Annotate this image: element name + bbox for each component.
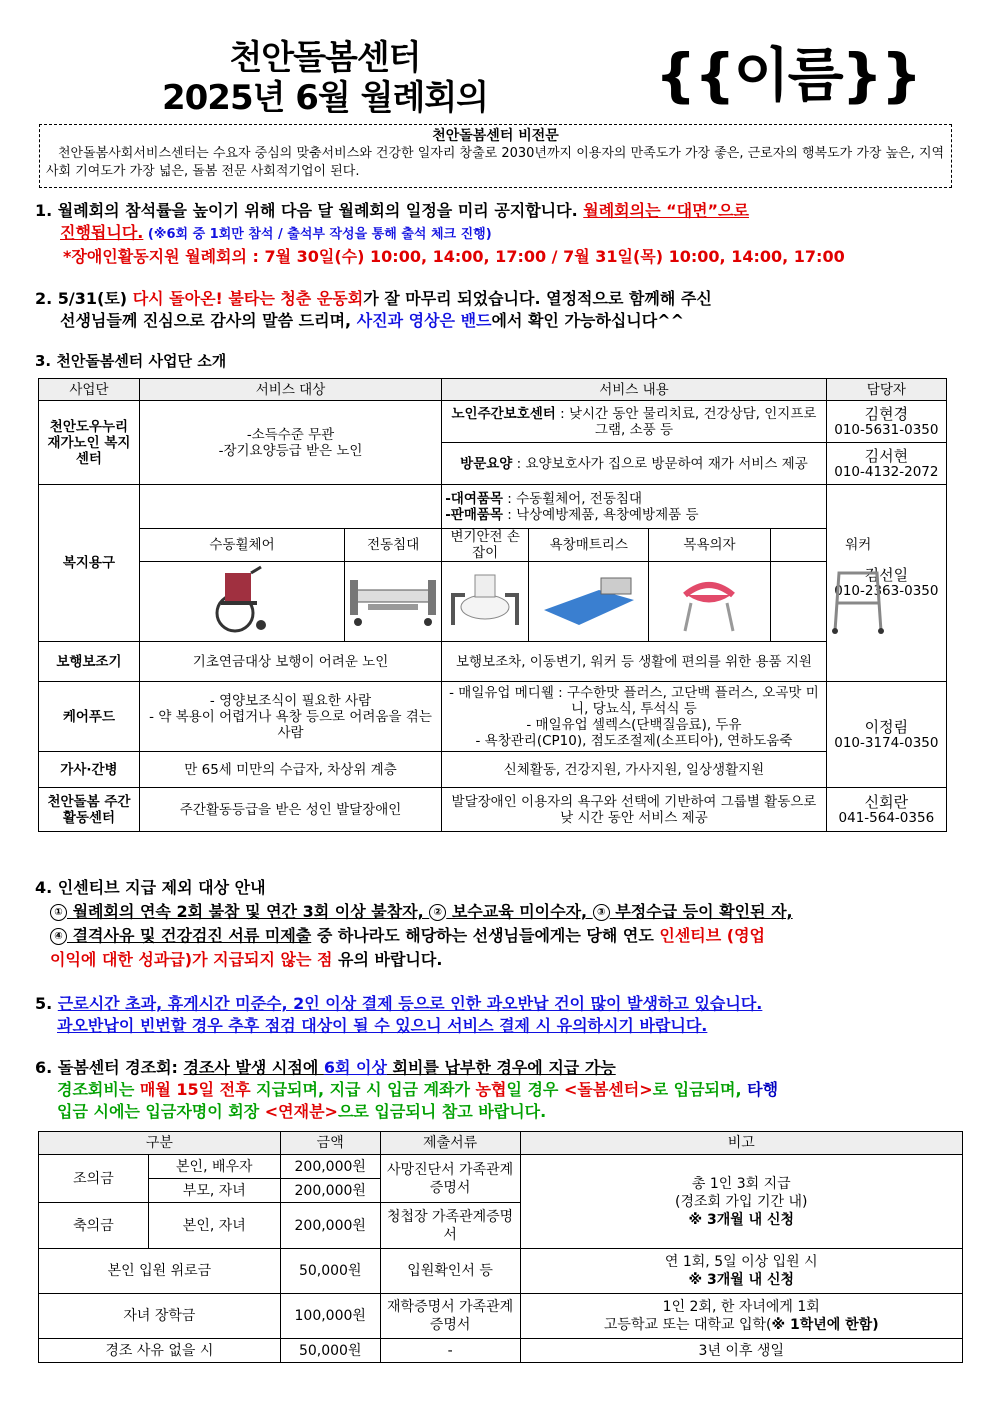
- note-line: 연 1회, 5일 이상 입원 시: [664, 1254, 818, 1270]
- note-line: ※ 3개월 내 신청: [688, 1211, 795, 1228]
- staff-2: [826, 443, 946, 485]
- s1-disability-meeting: *장애인활동지원 월례회의 : 7월 30일(수) 10:00, 14:00, 17:00 / 7월 31일(목) 10:00, 14:00, 17:00: [63, 247, 845, 266]
- org-home-care: 천안도우누리 재가노인 복지센터: [39, 401, 140, 485]
- note-1: [520, 1155, 962, 1249]
- staff-name: 김서현: [864, 446, 909, 465]
- s6-text-4: 로 입금되며,: [652, 1080, 748, 1099]
- condolence-label: 조의금: [39, 1155, 149, 1203]
- svc-care-food: [442, 682, 827, 752]
- title-line1: 천안돌봄센터: [229, 38, 421, 78]
- section-3-title: 3. 천안돌봄센터 사업단 소개: [35, 352, 227, 370]
- item-bed: 전동침대: [345, 529, 442, 562]
- th-target: 서비스 대상: [139, 379, 441, 401]
- svc-walking-aid: 보행보조차, 이동변기, 워커 등 생활에 편의를 위한 용품 지원: [442, 642, 827, 682]
- s6-title: 6. 돌봄센터 경조회:: [35, 1058, 184, 1077]
- th-amount: 금액: [280, 1132, 380, 1155]
- svc-line: - 욕창관리(CP10), 점도조절제(소프티아), 연하도움죽: [475, 732, 793, 749]
- staff-4: [826, 682, 946, 788]
- org-care-food: 케어푸드: [39, 682, 140, 752]
- target-line: -장기요양등급 받은 노인: [218, 442, 363, 459]
- s2-text-4: 에서 확인 가능하십니다^^: [491, 311, 684, 330]
- th-docs: 제출서류: [380, 1132, 520, 1155]
- s6-text-3: 일 경우: [506, 1080, 564, 1099]
- note-line: 고등학교 또는 대학교 입학(: [603, 1317, 772, 1333]
- s6-text-5: 입금 시에는 입금자명이 회장: [57, 1102, 265, 1121]
- svc-name: 방문요양: [460, 455, 513, 472]
- staff-1: [826, 401, 946, 443]
- s4-item-3: 부정수급 등이 확인된 자,: [609, 902, 793, 921]
- s4-text: 중 하나라도 해당하는 선생님들에게는 당해 연도: [311, 926, 660, 945]
- staff-name: 이정림: [864, 717, 909, 736]
- s4-incentive: 인센티브 (영업: [659, 926, 765, 945]
- condolence-parents: 부모, 자녀: [148, 1179, 280, 1203]
- s5-num: 5.: [35, 994, 58, 1013]
- s4-item-1: 월례회의 연속 2회 불참 및 연간 3회 이상 불참자,: [67, 902, 430, 921]
- sale-items: : 낙상예방제품, 욕창예방제품 등: [502, 506, 699, 523]
- staff-name: 신회란: [864, 792, 909, 811]
- sale-label: -판매품목: [445, 506, 503, 523]
- note-line: 총 1인 3회 지급: [691, 1175, 791, 1192]
- svc-visit: [442, 443, 827, 485]
- condolence-table: [38, 1131, 963, 1363]
- org-welfare-equip: 복지용구: [39, 485, 140, 642]
- staff-phone: 010-5631-0350: [834, 421, 939, 438]
- amount: 200,000원: [280, 1155, 380, 1179]
- hospital-docs: 입원확인서 등: [380, 1249, 520, 1294]
- amount: 50,000원: [280, 1339, 380, 1363]
- num-2: ②: [429, 904, 446, 921]
- s4-item-4: 결격사유 및 건강검진 서류 미제출: [67, 926, 312, 945]
- rent-label: -대여품목: [445, 490, 503, 507]
- s6-date: 매월 15일 전후: [139, 1080, 251, 1099]
- staff-name: 김현경: [864, 404, 909, 423]
- th-note: 비고: [520, 1132, 962, 1155]
- s5-line-1: 근로시간 초과, 휴게시간 미준수, 2인 이상 결제 등으로 인한 과오반납 건이 많이 발생하고 있습니다.: [57, 994, 763, 1013]
- num-4: ④: [50, 928, 67, 945]
- num-3: ③: [593, 904, 610, 921]
- s4-text-2: 유의 바랍니다.: [332, 950, 443, 969]
- note-3: [520, 1294, 962, 1339]
- num-1: ①: [50, 904, 67, 921]
- s2-event: 다시 돌아온! 불타는 청춘 운동회: [132, 289, 364, 308]
- s6-cond: 경조사 발생 시점에: [183, 1058, 324, 1077]
- org-walking-aid: 보행보조기: [39, 642, 140, 682]
- svc-housework: 신체활동, 건강지원, 가사지원, 일상생활지원: [442, 752, 827, 788]
- item-walker: 워커: [770, 529, 946, 562]
- wheelchair-image: [139, 562, 344, 642]
- note-line: (경조회 가입 기간 내): [675, 1193, 808, 1210]
- staff-phone: 010-2363-0350: [834, 583, 939, 599]
- s1-text: 1. 월례회의 참석률을 높이기 위해 다음 달 월례회의 일정을 미리 공지합니다.: [35, 201, 584, 220]
- item-wheelchair: 수동휠체어: [139, 529, 344, 562]
- condolence-self: 본인, 배우자: [148, 1155, 280, 1179]
- s6-chair: <연재분>: [264, 1102, 338, 1121]
- rent-sale: [442, 485, 827, 529]
- hospital-label: 본인 입원 위로금: [39, 1249, 281, 1294]
- section-1: [35, 200, 935, 268]
- walker-image: [770, 562, 946, 642]
- s2-text-2: 가 잘 마무리 되었습니다. 열정적으로 함께해 주신: [363, 289, 712, 308]
- th-staff: 담당자: [826, 379, 946, 401]
- empty-cell: [139, 485, 441, 529]
- item-mattress: 욕창매트리스: [529, 529, 649, 562]
- target-care-food: [139, 682, 441, 752]
- s6-center: <돌봄센터>: [563, 1080, 653, 1099]
- amount: 200,000원: [280, 1203, 380, 1249]
- section-4: [35, 876, 960, 972]
- s5-line-2: 과오반납이 빈번할 경우 추후 점검 대상이 될 수 있으니 서비스 결제 시 유의하시기 바랍니다.: [57, 1016, 708, 1035]
- no-event-label: 경조 사유 없을 시: [39, 1339, 281, 1363]
- no-event-note: 3년 이후 생일: [520, 1339, 962, 1363]
- target-line: -소득수준 무관: [246, 426, 335, 443]
- target-line: - 영양보조식이 필요한 사람: [209, 692, 372, 709]
- th-category: 구분: [39, 1132, 281, 1155]
- s6-bank: 농협: [475, 1080, 507, 1099]
- note-line: ※ 1학년에 한함): [771, 1317, 879, 1333]
- item-bath-chair: 목욕의자: [649, 529, 770, 562]
- staff-name: 김선일: [864, 566, 909, 584]
- s1-highlight: 월례회의는 “대면”으로: [583, 201, 749, 220]
- s1-highlight-2: 진행됩니다.: [60, 223, 144, 242]
- section-6: [35, 1057, 970, 1123]
- staff-5: [826, 788, 946, 832]
- s6-text-2: 지급되며, 지급 시 입금 계좌가: [250, 1080, 476, 1099]
- svc-line: - 매일유업 메디웰 : 구수한맛 플러스, 고단백 플러스, 오곡맛 미니, 당뇨식, 투석식 등: [449, 684, 819, 717]
- recipient-name: {{이름}}: [655, 41, 921, 109]
- bath-chair-image: [649, 562, 770, 642]
- toilet-rail-image: [442, 562, 529, 642]
- note-2: [520, 1249, 962, 1294]
- vision-body: 천안돌봄사회서비스센터는 수요자 중심의 맞춤서비스와 건강한 일자리 창출로 2030년까지 이용자의 만족도가 가장 좋은, 근로자의 행복도가 가장 높은, 지역사회 기여도가 가장 넓은, 돌봄 전문 사회적기업이 된다.: [46, 146, 945, 179]
- mattress-image: [529, 562, 649, 642]
- note-line: 1인 2회, 한 자녀에게 1회: [662, 1299, 820, 1315]
- org-housework: 가사·간병: [39, 752, 140, 788]
- vision-title: 천안돌봄센터 비전문: [432, 128, 559, 144]
- staff-phone: 041-564-0356: [838, 809, 935, 826]
- svc-day-activity: 발달장애인 이용자의 욕구와 선택에 기반하여 그룹별 활동으로 낮 시간 동안 서비스 제공: [442, 788, 827, 832]
- celebration-self: 본인, 자녀: [148, 1203, 280, 1249]
- section-2: [35, 288, 935, 332]
- document-title: [115, 38, 535, 118]
- svc-desc: : 낮시간 동안 물리치료, 건강상담, 인지프로그램, 소풍 등: [555, 405, 817, 438]
- svc-daycare: [442, 401, 827, 443]
- target-walking-aid: 기초연금대상 보행이 어려운 노인: [139, 642, 441, 682]
- s6-cond-count: 6회 이상: [323, 1058, 387, 1077]
- svc-name: 노인주간보호센터: [451, 405, 556, 422]
- staff-phone: 010-3174-0350: [834, 734, 939, 751]
- title-line2: 2025년 6월 월례회의: [161, 78, 489, 118]
- s2-text: 2. 5/31(토): [35, 289, 133, 308]
- scholarship-label: 자녀 장학금: [39, 1294, 281, 1339]
- section-5: [35, 993, 970, 1037]
- s4-item-2: 보수교육 미이수자,: [446, 902, 593, 921]
- amount: 50,000원: [280, 1249, 380, 1294]
- target-housework: 만 65세 미만의 수급자, 차상위 계층: [139, 752, 441, 788]
- staff-phone: 010-4132-2072: [834, 463, 939, 480]
- celebration-docs: 청첩장 가족관계증명서: [380, 1203, 520, 1249]
- svc-line: - 매일유업 셀렉스(단백질음료), 두유: [526, 716, 742, 733]
- amount: 100,000원: [280, 1294, 380, 1339]
- celebration-label: 축의금: [39, 1203, 149, 1249]
- business-table: [38, 378, 947, 832]
- vision-box: [39, 124, 952, 188]
- s6-other-bank: 타행: [747, 1080, 779, 1099]
- s4-title: 4. 인센티브 지급 제외 대상 안내: [35, 878, 266, 897]
- note-line: ※ 3개월 내 신청: [688, 1272, 795, 1288]
- item-toilet-rail: 변기안전 손잡이: [442, 529, 529, 562]
- org-day-activity: 천안돌봄 주간활동센터: [39, 788, 140, 832]
- target-day-activity: 주간활동등급을 받은 성인 발달장애인: [139, 788, 441, 832]
- rent-items: : 수동휠체어, 전동침대: [502, 490, 643, 507]
- condolence-docs: 사망진단서 가족관계증명서: [380, 1155, 520, 1203]
- s2-band: 사진과 영상은 밴드: [356, 311, 492, 330]
- s1-note: (※6회 중 1회만 참석 / 출석부 작성을 통해 출석 체크 진행): [143, 227, 492, 242]
- s6-text-6: 으로 입금되니 참고 바랍니다.: [337, 1102, 547, 1121]
- bed-image: [345, 562, 442, 642]
- target-line: - 약 복용이 어렵거나 욕창 등으로 어려움을 겪는 사람: [149, 708, 432, 741]
- th-service: 서비스 내용: [442, 379, 827, 401]
- s2-text-3: 선생님들께 진심으로 감사의 말씀 드리며,: [60, 311, 357, 330]
- th-org: 사업단: [39, 379, 140, 401]
- no-event-docs: -: [380, 1339, 520, 1363]
- scholarship-docs: 재학증명서 가족관계증명서: [380, 1294, 520, 1339]
- s6-text: 경조회비는: [57, 1080, 140, 1099]
- target-home-care: [139, 401, 441, 485]
- s6-cond-2: 회비를 납부한 경우에 지급 가능: [386, 1058, 616, 1077]
- s4-incentive-2: 이익에 대한 성과급)가 지급되지 않는 점: [50, 950, 333, 969]
- svc-desc: : 요양보호사가 집으로 방문하여 재가 서비스 제공: [512, 455, 808, 472]
- amount: 200,000원: [280, 1179, 380, 1203]
